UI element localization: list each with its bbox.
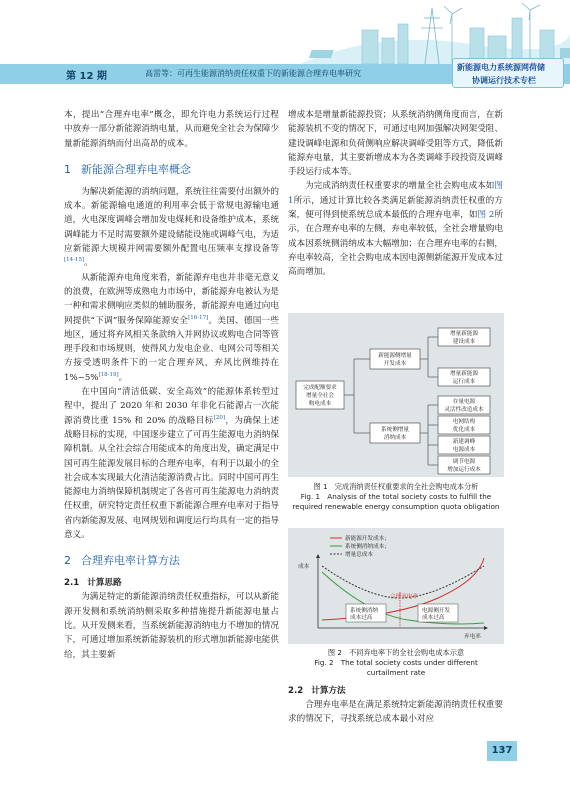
paragraph-text: 为解决新能源的消纳问题，系统往往需要付出额外的成本。新能源输电通道的利用率会低于常规电源输电通道，火电深度调峰会增加发电煤耗和设备维护成本，系统调峰能力不足时需要额外建设储能设施或调峰气电，为适应新能源大规模并网需要额外配置电压频率支撑设备等 [64, 186, 279, 255]
page-header [0, 0, 570, 92]
leaf-node-line: 增量新能源 [450, 331, 478, 337]
badge-line-1: 新能源电力系统源网荷储 [457, 63, 545, 72]
caption-en-line: required renewable energy consumption quota obligation [292, 502, 500, 511]
legend-entry: 系统侧消纳成本； [345, 544, 390, 550]
caption-zh: 图 2 不同弃电率下的全社会购电成本示意 [327, 648, 465, 657]
left-column [64, 108, 279, 662]
leaf-node-line: 灵活性改造成本 [444, 407, 484, 413]
paragraph-text: 为完成消纳责任权重要求的增量全社会购电成本如 [305, 181, 495, 192]
figure-1-caption [288, 482, 504, 512]
caption-zh: 图 1 完成消纳责任权重要求的全社会购电成本分析 [313, 482, 479, 491]
citation[interactable]: [20] [213, 414, 225, 421]
paragraph: 增成本是增量新能源投资；从系统消纳侧角度而言，在新能源装机不变的情况下，可通过电网加强解决网架受阻、建设调峰电源和负荷侧响应解决调峰受阻等方式，降低新能源弃电量，其主要新增成本为各类调峰手段投资及调峰手段运行成本等。 [288, 110, 503, 178]
leaf-node-line: 调节电源 [452, 459, 476, 465]
leaf-node-line: 电网结构 [452, 419, 476, 425]
paragraph: 为满足特定的新能源消纳责任权重指标，可以从新能源开发侧和系统消纳侧采取多种措施提升新能源电量占比。从开发侧来看，当系统新能源消纳电力不增加的情况下，可通过增加系统新能源装机的形式增加新能源电能供给，其主要新 [64, 592, 279, 660]
paragraph-text: 。 [118, 372, 128, 383]
leaf-node-line: 新建调峰 [452, 439, 476, 445]
paragraph-text: 所示，在合理弃电率的左侧，弃电率较低，全社会增量购电成本因系统侧消纳成本大幅增加；在合理弃电率的右侧，弃电率较高，全社会购电成本因电源侧新能源开发成本过高而增加。 [288, 210, 503, 278]
leaf-node-line: 建设成本 [452, 339, 476, 345]
figure-ref[interactable]: 图 1 [288, 181, 503, 206]
root-node-line: 完成配额要求 [303, 385, 337, 391]
y-axis-label: 成本 [298, 564, 310, 570]
subsection-number: 2.2 [288, 686, 304, 696]
paragraph [64, 271, 279, 385]
figure-2 [288, 528, 504, 644]
mid-node-line: 新能源侧增量 [378, 353, 412, 359]
caption-en-line: Fig. 2 The total society costs under different [314, 658, 478, 667]
figure-1 [288, 313, 504, 477]
section-heading-1 [64, 161, 279, 177]
figure-2-chart [288, 528, 504, 644]
caption-en-line: curtailment rate [366, 668, 426, 677]
legend-entry: 新能源开发成本； [345, 536, 390, 542]
paragraph [64, 185, 279, 271]
figure-1-diagram [288, 313, 504, 477]
x-axis-label: 弃电率 [464, 634, 481, 640]
paragraph-text: 在中国向“清洁低碳、安全高效”的能源体系转型过程中，提出了 2020 年和 2030 年非化石能源占一次能源消费比重 15% 和 20% 的战略目标 [64, 387, 279, 426]
subsection-number: 2.1 [64, 578, 80, 589]
running-title: 高雷等：可再生能源消纳责任权重下的新能源合理弃电率研究 [145, 69, 361, 78]
paragraph [64, 385, 279, 542]
leaf-node-line: 运行成本 [452, 379, 476, 385]
subsection-title: 计算思路 [87, 578, 122, 589]
citation[interactable]: [16-17] [188, 314, 209, 321]
left-region-line: 系统侧消纳 [350, 608, 378, 614]
optimal-rate-label: 合理弃电率 [390, 594, 418, 600]
subsection-title: 计算方法 [311, 686, 346, 696]
section-title: 新能源合理弃电率概念 [81, 162, 191, 176]
subsection-heading-2-1 [64, 576, 279, 588]
paragraph: 本，提出“合理弃电率”概念，即允许电力系统运行过程中放弃一部分新能源消纳电量，从而避免全社会为保障少量新能源消纳而付出高昂的成本。 [64, 110, 279, 149]
right-column-top [288, 108, 503, 280]
paragraph-text: 。美国、德国一些地区，通过将弃风相关条款纳入并网协议或购电合同等管理手段和市场规则，使得风力发电企业、电网公司等相关方接受透明条件下的一定合理弃风，弃风比例维持在 1%~5% [64, 315, 279, 383]
column-badge [452, 58, 564, 88]
paragraph-text: 。 [84, 258, 93, 269]
leaf-node-line: 电源成本 [452, 447, 476, 453]
section-number: 2 [64, 554, 71, 568]
section-number: 1 [64, 162, 71, 176]
leaf-node-line: 增量新能源 [450, 371, 478, 377]
right-column-bottom [288, 684, 503, 727]
paragraph-text: 从新能源弃电角度来看，新能源弃电也并非毫无意义的浪费，在欧洲等成熟电力市场中，新能源弃电被认为是一种和需求侧响应类似的辅助服务，新能源弃电通过向电网提供“下调”服务保障能源安全 [64, 272, 279, 326]
right-region-line: 电源侧开发 [422, 608, 450, 614]
paragraph-text: 所示，通过计算比较各类满足新能源消纳责任权重的方案，便可得到使系统总成本最低的合理弃电率，如 [288, 195, 503, 221]
legend-entry: 增量总成本 [345, 552, 373, 558]
root-node-line: 购电成本 [308, 401, 332, 407]
citation[interactable]: [18-19] [98, 371, 119, 378]
citation[interactable]: [14-15] [64, 257, 85, 264]
paragraph [288, 179, 503, 279]
figure-ref[interactable]: 图 2 [477, 210, 495, 221]
mid-node-line: 消纳成本 [383, 435, 407, 441]
mid-node-line: 开发成本 [383, 361, 407, 367]
right-region-line: 成本过高 [422, 615, 445, 621]
paragraph-text: ，为确保上述战略目标的实现，中国逐步建立了可再生能源电力消纳保障机制。从全社会综合用能成本的角度出发，确定满足中国可再生能源发展目标的合理弃电率，有利于以最小的全社会成本实现最大化清洁能源消费占比。同时中国可再生能源电力消纳保障机制规定了各省可再生能源电力消纳责任权重，研究特定责任权重下新能源合理弃电率对于指导省内新能源发展、电网规划和调度运行均具有一定的指导意义。 [64, 415, 279, 541]
issue-number: 第 12 期 [66, 71, 107, 82]
paragraph: 合理弃电率是在满足系统特定新能源消纳责任权重要求的情况下，寻找系统总成本最小对应 [288, 700, 503, 725]
section-heading-2 [64, 552, 279, 568]
badge-line-2: 协调运行技术专栏 [472, 76, 536, 85]
caption-en-line: Fig. 1 Analysis of the total society costs to fulfill the [300, 492, 492, 501]
leaf-node-line: 优化成本 [452, 427, 476, 433]
page-number: 137 [487, 741, 517, 761]
section-title: 合理弃电率计算方法 [81, 554, 180, 568]
leaf-node-line: 存量电源 [452, 399, 476, 405]
header-illustration [0, 0, 570, 64]
figure-2-caption [288, 648, 504, 678]
root-node-line: 增量全社会 [306, 393, 334, 399]
subsection-heading-2-2 [288, 684, 503, 696]
mid-node-line: 系统侧增量 [381, 427, 409, 433]
leaf-node-line: 增加运行成本 [447, 467, 481, 473]
left-region-line: 成本过高 [350, 615, 373, 621]
